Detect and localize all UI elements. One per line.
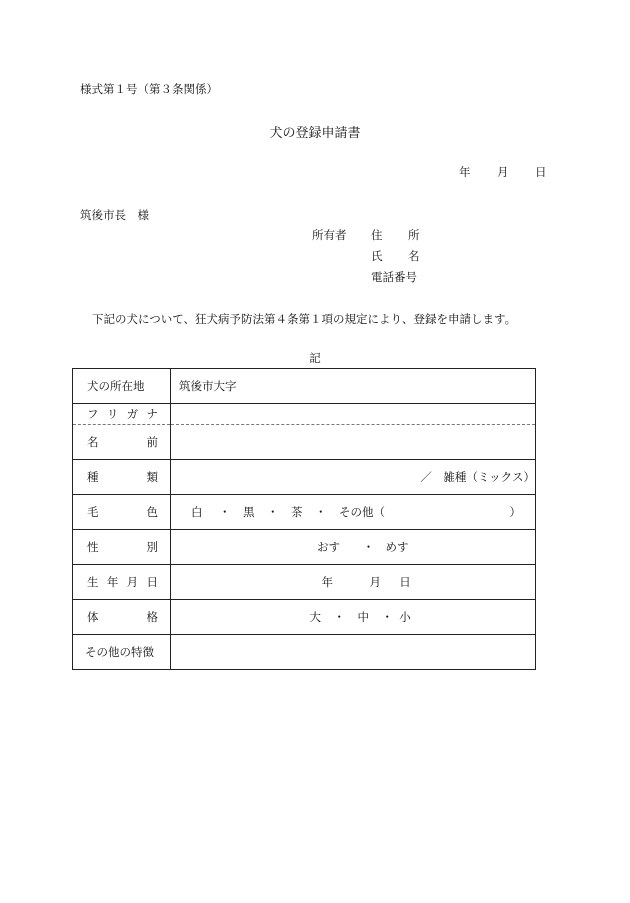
name-field[interactable] bbox=[171, 425, 536, 460]
separator: ・ bbox=[381, 610, 393, 624]
table-row bbox=[73, 600, 536, 635]
ki-heading: 記 bbox=[309, 351, 321, 365]
furigana-label bbox=[73, 404, 171, 425]
form-number: 様式第１号（第３条関係） bbox=[80, 82, 218, 96]
location-field[interactable] bbox=[171, 369, 536, 404]
size-field bbox=[171, 600, 536, 635]
table-row bbox=[73, 635, 536, 670]
birth-year: 年 bbox=[321, 575, 333, 589]
color-option-black[interactable]: 黒 bbox=[243, 505, 255, 519]
owner-address-char: 住 bbox=[371, 228, 383, 242]
request-text: 下記の犬について、狂犬病予防法第４条第１項の規定により、登録を申請します。 bbox=[92, 312, 517, 326]
location-label: 犬の所在地 bbox=[73, 369, 171, 404]
owner-name-label bbox=[371, 248, 420, 264]
color-option-white[interactable]: 白 bbox=[191, 505, 203, 519]
table-row bbox=[73, 460, 536, 495]
birthdate-label bbox=[73, 565, 171, 600]
furigana-char: リ bbox=[106, 407, 119, 421]
sex-char: 性 bbox=[87, 540, 99, 554]
location-value: 筑後市大字 bbox=[179, 379, 237, 393]
separator: ・ bbox=[333, 610, 345, 624]
furigana-char: フ bbox=[87, 407, 99, 421]
table-row bbox=[73, 495, 536, 530]
color-char: 色 bbox=[146, 505, 158, 519]
breed-char: 種 bbox=[87, 470, 99, 484]
dog-registration-table bbox=[72, 368, 536, 670]
size-option-medium[interactable]: 中 bbox=[357, 610, 369, 624]
color-option-other[interactable]: その他（ bbox=[339, 505, 385, 519]
breed-value: ／ 雑種（ミックス） bbox=[420, 470, 535, 484]
document-title: 犬の登録申請書 bbox=[269, 126, 361, 141]
name-char: 前 bbox=[146, 435, 158, 449]
size-char: 体 bbox=[87, 610, 99, 624]
table-row bbox=[73, 425, 536, 460]
table-row bbox=[73, 404, 536, 425]
color-field[interactable] bbox=[171, 495, 536, 530]
owner-phone-label: 電話番号 bbox=[371, 270, 417, 284]
separator: ・ bbox=[219, 505, 231, 519]
sex-label bbox=[73, 530, 171, 565]
date-day: 日 bbox=[535, 165, 547, 179]
sex-option-male[interactable]: おす bbox=[317, 540, 340, 554]
birthdate-char: 月 bbox=[126, 575, 139, 589]
owner-address-label bbox=[371, 227, 420, 243]
birthdate-char: 生 bbox=[87, 575, 99, 589]
separator: ・ bbox=[315, 505, 327, 519]
birthdate-char: 日 bbox=[146, 575, 158, 589]
color-options bbox=[191, 504, 385, 520]
date-month: 月 bbox=[497, 165, 509, 179]
color-label bbox=[73, 495, 171, 530]
sex-option-female[interactable]: めす bbox=[385, 540, 409, 554]
separator: ・ bbox=[267, 505, 279, 519]
separator: ・ bbox=[362, 540, 375, 554]
name-label bbox=[73, 425, 171, 460]
breed-label bbox=[73, 460, 171, 495]
table-row bbox=[73, 369, 536, 404]
birthdate-field[interactable] bbox=[171, 565, 536, 600]
breed-field[interactable] bbox=[171, 460, 536, 495]
date-year: 年 bbox=[459, 165, 471, 179]
birth-day: 日 bbox=[399, 575, 411, 589]
owner-label: 所有者 bbox=[312, 228, 347, 242]
sex-field bbox=[171, 530, 536, 565]
breed-char: 類 bbox=[146, 470, 158, 484]
features-field[interactable] bbox=[171, 635, 536, 670]
size-option-large[interactable]: 大 bbox=[309, 610, 321, 624]
furigana-field[interactable] bbox=[171, 404, 536, 425]
color-option-brown[interactable]: 茶 bbox=[291, 505, 303, 519]
table-row bbox=[73, 530, 536, 565]
size-char: 格 bbox=[146, 610, 158, 624]
color-other-close: ） bbox=[509, 505, 521, 519]
size-label bbox=[73, 600, 171, 635]
owner-name-char: 名 bbox=[408, 249, 420, 263]
birthdate-char: 年 bbox=[106, 575, 119, 589]
furigana-char: ガ bbox=[126, 407, 139, 421]
features-label: その他の特徴 bbox=[73, 635, 171, 670]
name-char: 名 bbox=[87, 435, 99, 449]
furigana-char: ナ bbox=[146, 407, 158, 421]
color-char: 毛 bbox=[87, 505, 99, 519]
birth-month: 月 bbox=[369, 575, 381, 589]
size-option-small[interactable]: 小 bbox=[399, 610, 411, 624]
date-line bbox=[459, 164, 547, 180]
owner-address-char: 所 bbox=[408, 228, 420, 242]
addressee: 筑後市長 様 bbox=[80, 208, 149, 222]
table-row bbox=[73, 565, 536, 600]
sex-char: 別 bbox=[146, 540, 158, 554]
owner-name-char: 氏 bbox=[371, 249, 383, 263]
